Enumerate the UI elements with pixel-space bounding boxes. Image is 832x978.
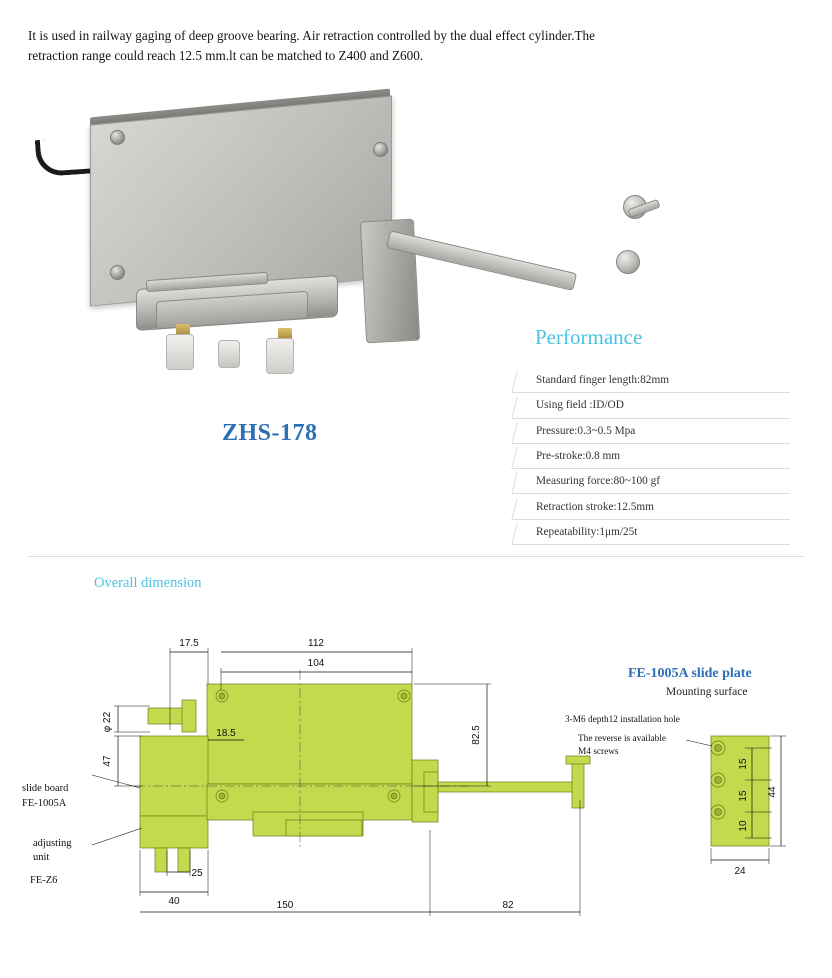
performance-list [512, 368, 790, 545]
housing-screw-bottom-left [110, 265, 125, 280]
dim-150: 150 [276, 900, 294, 911]
housing-screw-top-right [373, 142, 388, 157]
callout-adjusting-unit-2: unit [33, 852, 50, 863]
technical-drawing [0, 600, 832, 960]
callout-slide-board [22, 782, 68, 796]
dim-40: 40 [168, 896, 180, 907]
slide-plate-note-3: M4 screws [578, 747, 619, 757]
callout-adjusting-unit: adjusting [33, 838, 72, 849]
model-label: ZHS-178 [222, 420, 318, 446]
dim-82-5: 82.5 [471, 725, 482, 745]
dim-82: 82 [502, 900, 514, 911]
section-divider [28, 556, 804, 557]
plate-dim-10: 10 [738, 820, 749, 832]
callout-slide-board-model: FE-1005A [22, 798, 67, 809]
air-fitting-right [266, 338, 294, 374]
intro-paragraph: It is used in railway gaging of deep groove bearing. Air retraction controlled by the dual effect cylinder.The retraction range could reach 12.5 mm.lt can be matched to Z400 and Z600. [28, 28, 595, 64]
dim-47: 47 [102, 755, 113, 767]
performance-row: Pressure:0.3~0.5 Mpa [512, 419, 790, 444]
performance-row: Repeatability:1μm/25t [512, 520, 790, 545]
callout-slide-board-text: slide board [22, 783, 69, 794]
performance-row: Measuring force:80~100 gf [512, 469, 790, 494]
plate-dim-15-a: 15 [738, 758, 749, 770]
slide-plate-subtitle: Mounting surface [666, 686, 748, 698]
slide-plate-note-1: 3-M6 depth12 installation hole [565, 715, 680, 725]
air-fitting-left [166, 334, 194, 370]
arm-end-knob [616, 250, 640, 274]
slide-plate-note-2: The reverse is available [578, 734, 667, 744]
overall-dimension-title: Overall dimension [94, 575, 202, 591]
air-fitting-center [218, 340, 240, 368]
performance-row: Using field :ID/OD [512, 393, 790, 418]
product-photo [28, 100, 498, 390]
performance-row: Pre-stroke:0.8 mm [512, 444, 790, 469]
plate-dim-44: 44 [767, 786, 778, 798]
dim-104: 104 [307, 658, 325, 669]
callout-adjusting-unit-model: FE-Z6 [30, 875, 58, 886]
dim-phi-22: φ 22 [102, 711, 113, 733]
plate-dim-15-b: 15 [738, 790, 749, 802]
performance-row: Retraction stroke:12.5mm [512, 494, 790, 519]
dim-25: 25 [191, 868, 203, 879]
plate-dim-24: 24 [734, 866, 746, 877]
performance-title: Performance [535, 325, 643, 349]
dim-17-5: 17.5 [179, 638, 199, 649]
dim-18-5: 18.5 [216, 728, 236, 739]
housing-screw-top-left [110, 130, 125, 145]
slide-plate-title: FE-1005A slide plate [628, 666, 752, 681]
performance-row: Standard finger length:82mm [512, 368, 790, 393]
dim-112: 112 [308, 638, 324, 649]
